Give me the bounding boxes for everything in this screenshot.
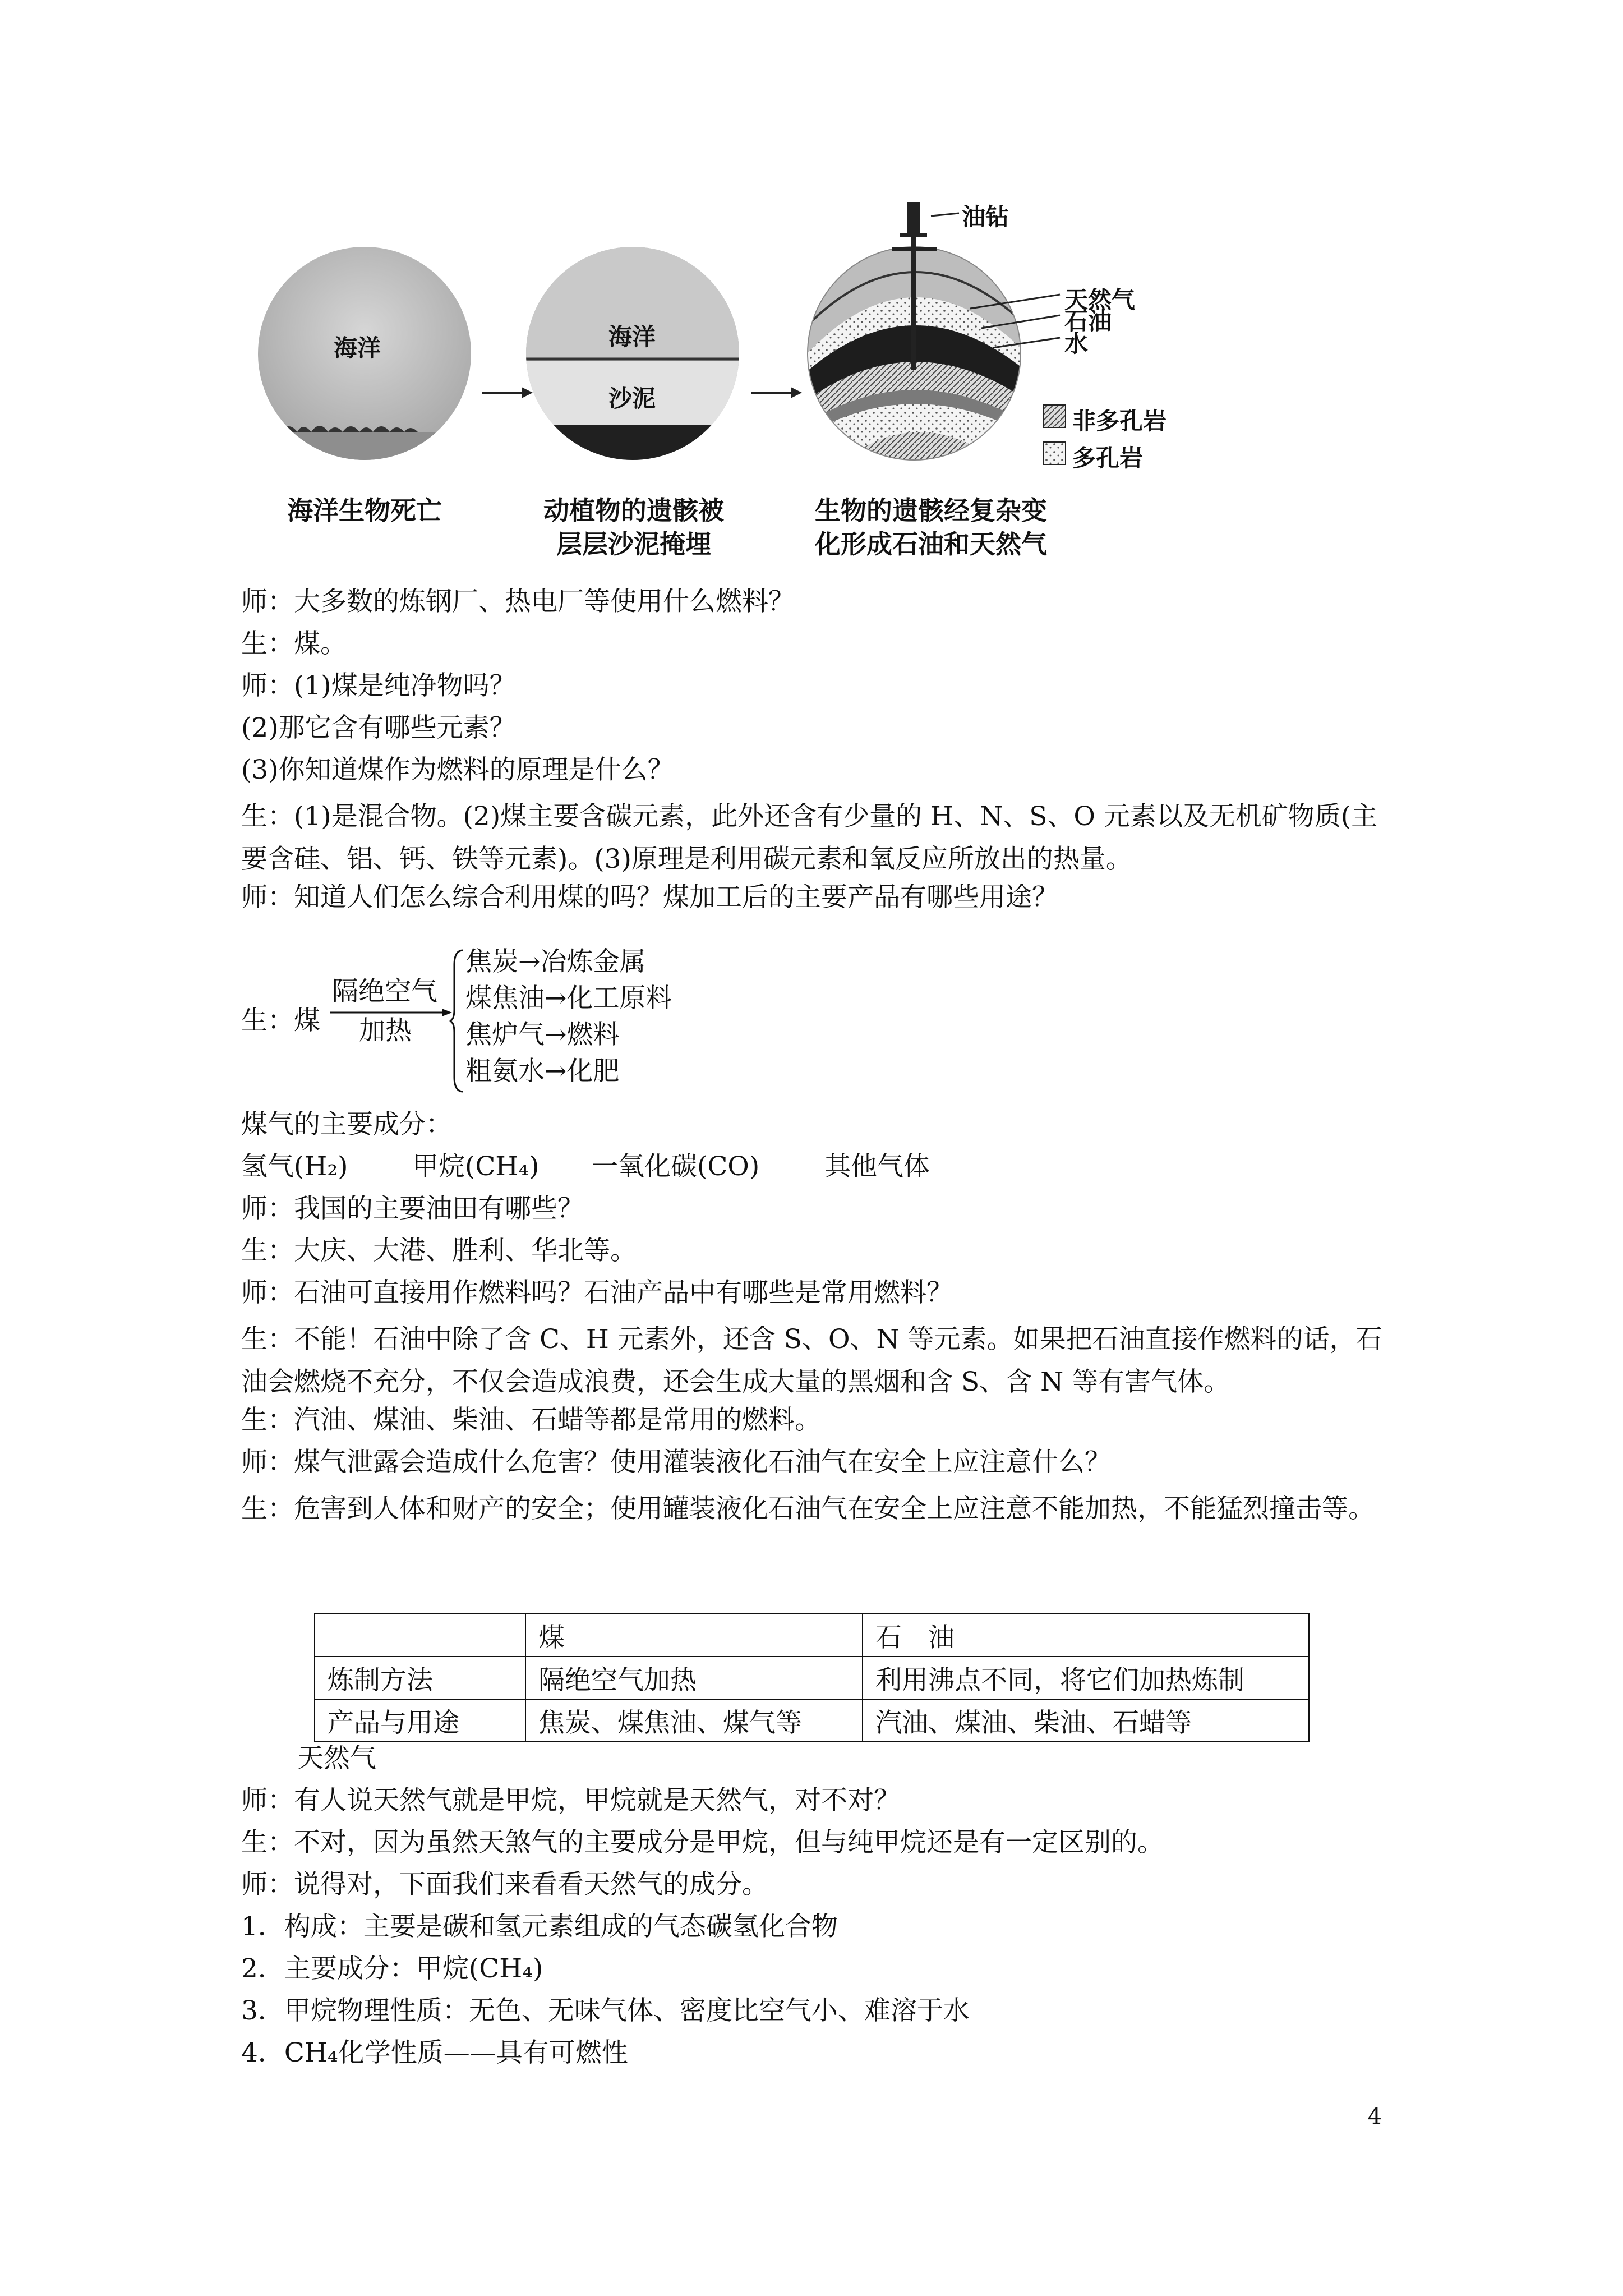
table-row xyxy=(315,1657,1309,1699)
dialogue-line: 师：说得对，下面我们来看看天然气的成分。 xyxy=(241,1869,768,1900)
table-cell xyxy=(315,1614,525,1657)
condition-bottom: 加热 xyxy=(359,1015,412,1046)
dialogue-line: 生：汽油、煤油、柴油、石蜡等都是常用的燃料。 xyxy=(241,1405,821,1435)
circle-buried-remains xyxy=(516,247,751,487)
legend-nonporous-swatch xyxy=(1043,405,1066,427)
product-item: 焦炭→冶炼金属 xyxy=(465,946,646,977)
table-cell: 汽油、煤油、柴油、石蜡等 xyxy=(863,1699,1309,1742)
dialogue-line: 师：煤气泄露会造成什么危害？使用灌装液化石油气在安全上应注意什么？ xyxy=(241,1447,1111,1478)
table-cell: 隔绝空气加热 xyxy=(525,1657,863,1699)
table-cell: 产品与用途 xyxy=(315,1699,525,1742)
legend-nonporous: 非多孔岩 xyxy=(1072,407,1167,435)
dialogue-line: 生：不对，因为虽然天煞气的主要成分是甲烷，但与纯甲烷还是有一定区别的。 xyxy=(241,1827,1164,1858)
dialogue-line: 师：石油可直接用作燃料吗？石油产品中有哪些是常用燃料？ xyxy=(241,1277,953,1308)
table-cell: 石 油 xyxy=(863,1614,1309,1657)
dialogue-paragraph: 生：(1)是混合物。(2)煤主要含碳元素，此外还含有少量的 H、N、S、O 元素以及无机矿物质(主要含硅、铝、钙、铁等元素)。(3)原理是利用碳元素和氧反应所放出的热量。 xyxy=(241,801,1378,875)
list-item: 3．甲烷物理性质：无色、无味气体、密度比空气小、难溶于水 xyxy=(241,1995,970,2026)
label-water: 水 xyxy=(1064,330,1089,357)
dialogue-line: 师：(1)煤是纯净物吗？ xyxy=(241,670,516,701)
dialogue-line: (3)你知道煤作为燃料的原理是什么？ xyxy=(241,754,674,785)
dialogue-line: 生：煤。 xyxy=(241,628,347,659)
caption-3-line1: 生物的遗骸经复杂变 xyxy=(815,495,1047,526)
caption-2-line2: 层层沙泥掩埋 xyxy=(556,529,711,559)
caption-2 xyxy=(527,494,740,561)
table-cell: 炼制方法 xyxy=(315,1657,525,1699)
table-cell: 煤 xyxy=(525,1614,863,1657)
coal-oil-table xyxy=(314,1613,1310,1742)
label-gas: 天然气 xyxy=(1064,286,1136,314)
list-item: 1．构成：主要是碳和氢元素组成的气态碳氢化合物 xyxy=(241,1911,838,1942)
arrow-2 xyxy=(751,387,802,398)
table-header-row xyxy=(315,1614,1309,1657)
legend-porous: 多孔岩 xyxy=(1072,444,1144,472)
product-item: 粗氨水→化肥 xyxy=(465,1056,620,1087)
legend-porous-swatch xyxy=(1043,442,1066,464)
table-cell: 焦炭、煤焦油、煤气等 xyxy=(525,1699,863,1742)
gas-component: 甲烷(CH₄) xyxy=(412,1151,540,1182)
caption-1: 海洋生物死亡 xyxy=(287,495,442,526)
caption-2-line1: 动植物的遗骸被 xyxy=(543,495,724,526)
arrow-1 xyxy=(482,387,533,398)
dialogue-line: 师：知道人们怎么综合利用煤的吗？煤加工后的主要产品有哪些用途？ xyxy=(241,882,1058,913)
dialogue-line: (2)那它含有哪些元素？ xyxy=(241,712,516,743)
gas-heading: 煤气的主要成分： xyxy=(241,1109,452,1140)
label-sand-mud: 沙泥 xyxy=(608,385,656,412)
condition-top: 隔绝空气 xyxy=(332,976,437,1007)
page-number: 4 xyxy=(1367,2104,1382,2129)
dialogue-line: 师：大多数的炼钢厂、热电厂等使用什么燃料？ xyxy=(241,586,795,617)
dialogue-line: 师：我国的主要油田有哪些？ xyxy=(241,1193,584,1224)
caption-3-line2: 化形成石油和天然气 xyxy=(815,529,1047,559)
caption-3 xyxy=(796,494,1066,561)
label-oil: 石油 xyxy=(1064,307,1112,335)
product-item: 焦炉气→燃料 xyxy=(465,1019,620,1050)
gas-component: 一氧化碳(CO) xyxy=(592,1151,760,1182)
natural-gas-heading: 天然气 xyxy=(297,1743,376,1774)
label-ocean-1: 海洋 xyxy=(334,334,381,362)
left-brace-icon xyxy=(449,948,465,1094)
circle-oil-gas xyxy=(802,247,1032,471)
dialogue-line: 生：大庆、大港、胜利、华北等。 xyxy=(241,1235,637,1266)
dialogue-paragraph: 生：危害到人体和财产的安全；使用罐装液化石油气在安全上应注意不能加热，不能猛烈撞击等。 xyxy=(241,1493,1375,1524)
table-row xyxy=(315,1699,1309,1742)
gas-component: 其他气体 xyxy=(824,1151,930,1182)
product-item: 煤焦油→化工原料 xyxy=(465,983,672,1014)
list-item: 4．CH₄化学性质——具有可燃性 xyxy=(241,2037,628,2068)
list-item: 2．主要成分：甲烷(CH₄) xyxy=(241,1953,543,1984)
gas-component: 氢气(H₂) xyxy=(241,1151,348,1182)
dialogue-paragraph: 生：不能！石油中除了含 C、H 元素外，还含 S、O、N 等元素。如果把石油直接作燃料的话，石油会燃烧不充分，不仅会造成浪费，还会生成大量的黑烟和含 S、含 N 等有害气体。 xyxy=(241,1324,1382,1397)
table-cell: 利用沸点不同，将它们加热炼制 xyxy=(863,1657,1309,1699)
label-drill: 油钻 xyxy=(962,203,1009,231)
formation-figure xyxy=(236,191,1301,572)
dialogue-line: 师：有人说天然气就是甲烷，甲烷就是天然气，对不对？ xyxy=(241,1785,900,1816)
label-ocean-2: 海洋 xyxy=(608,323,656,351)
coal-prefix: 生：煤 xyxy=(241,1005,320,1036)
